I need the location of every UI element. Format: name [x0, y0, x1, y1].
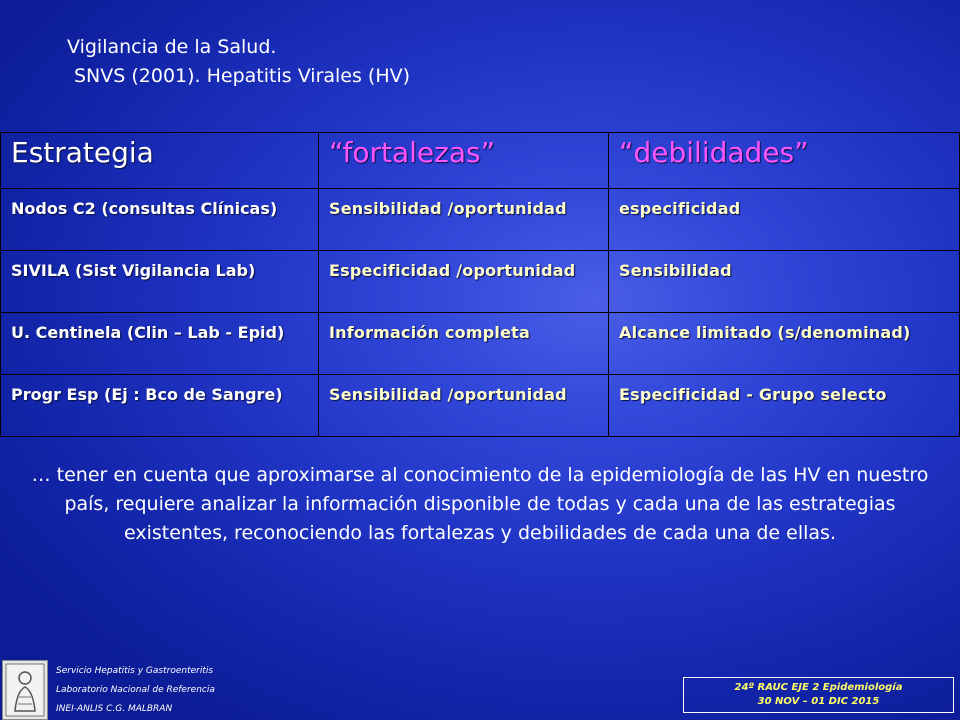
weakness-cell: Alcance limitado (s/denominad)	[609, 313, 960, 375]
footer-institution	[56, 662, 215, 719]
table-row	[1, 313, 960, 375]
strategy-cell: Progr Esp (Ej : Bco de Sangre)	[1, 375, 319, 437]
event-dates: 30 NOV – 01 DIC 2015	[757, 696, 880, 707]
header-cell-fortalezas: “fortalezas”	[319, 133, 609, 189]
conclusion-paragraph: … tener en cuenta que aproximarse al conocimiento de la epidemiología de las HV en nuestro país, requiere analizar la información disponible de todas y cada una de las estrategias existentes, reconociendo las fortalezas y debilidades de cada una de ellas.	[31, 464, 929, 544]
footer-line-3: INEI-ANLIS C.G. MALBRAN	[56, 704, 173, 714]
weakness-cell: Sensibilidad	[609, 251, 960, 313]
header-cell-estrategia: Estrategia	[1, 133, 319, 189]
strength-cell: Sensibilidad /oportunidad	[319, 189, 609, 251]
strength-cell: Información completa	[319, 313, 609, 375]
event-label-box	[683, 677, 954, 713]
strategy-cell: SIVILA (Sist Vigilancia Lab)	[1, 251, 319, 313]
weakness-cell: Especificidad - Grupo selecto	[609, 375, 960, 437]
strategy-cell: U. Centinela (Clin – Lab - Epid)	[1, 313, 319, 375]
table-row	[1, 189, 960, 251]
strength-cell: Sensibilidad /oportunidad	[319, 375, 609, 437]
table-row	[1, 251, 960, 313]
weakness-cell: especificidad	[609, 189, 960, 251]
strategy-cell: Nodos C2 (consultas Clínicas)	[1, 189, 319, 251]
header-cell-debilidades: “debilidades”	[609, 133, 960, 189]
slide-header	[67, 33, 410, 91]
institution-emblem-icon	[2, 660, 48, 720]
table-header-row	[1, 133, 960, 189]
table-row	[1, 375, 960, 437]
header-line-1: Vigilancia de la Salud.	[67, 36, 277, 58]
strength-cell: Especificidad /oportunidad	[319, 251, 609, 313]
event-title: 24º RAUC EJE 2 Epidemiología	[734, 682, 903, 693]
footer-line-2: Laboratorio Nacional de Referencia	[56, 685, 215, 695]
header-line-2: SNVS (2001). Hepatitis Virales (HV)	[74, 65, 411, 87]
footer-line-1: Servicio Hepatitis y Gastroenteritis	[56, 666, 214, 676]
strategy-table	[0, 132, 960, 437]
